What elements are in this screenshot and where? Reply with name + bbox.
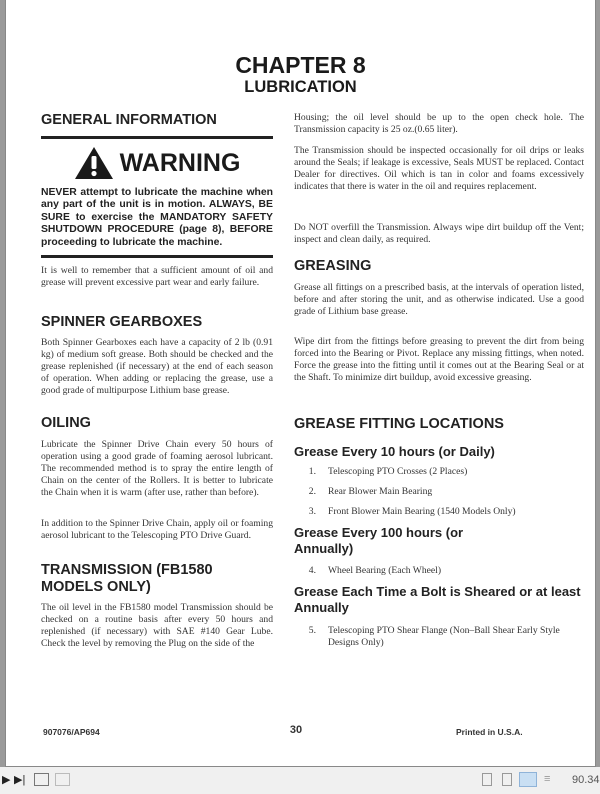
two-page-view-icon[interactable]	[519, 772, 537, 787]
transmission-paragraph-3: Do NOT overfill the Transmission. Always wipe dirt buildup off the Vent; inspect and clean daily, as required.	[294, 222, 584, 245]
next-page-icon[interactable]: ▶	[2, 774, 11, 786]
extract-page-icon[interactable]	[34, 773, 49, 786]
last-page-icon[interactable]: ▶|	[14, 774, 26, 786]
greasing-paragraph-1: Grease all fittings on a prescribed basis, at the intervals of operation listed, before and after storing the unit, and as otherwise indicated. Use a good grade of Lithium base grease.	[294, 282, 584, 317]
single-page-view-icon[interactable]	[482, 773, 492, 786]
list-item: 2. Rear Blower Main Bearing	[308, 486, 433, 497]
copy-page-icon[interactable]	[55, 773, 70, 786]
group-heading-bolt-sheared: Grease Each Time a Bolt is Sheared or at least Annually	[294, 584, 581, 615]
warning-banner	[41, 143, 273, 183]
viewer-toolbar	[0, 767, 600, 794]
section-heading-oiling: OILING	[41, 415, 91, 431]
section-heading-transmission: TRANSMISSION (FB1580 MODELS ONLY)	[41, 562, 213, 595]
list-item: 4. Wheel Bearing (Each Wheel)	[308, 565, 442, 576]
greasing-paragraph-2: Wipe dirt from the fittings before greasing to prevent the dirt from being forced into the Bearing or Pivot. Replace any missing fittings, when noted. Force the grease into the fitting until it comes out at the Bearing Seal or at the Shaft. To minimize dirt buildup, avoid excessive greasing.	[294, 336, 584, 383]
group-heading-10-hours: Grease Every 10 hours (or Daily)	[294, 444, 495, 459]
divider	[41, 255, 273, 258]
group-heading-100-hours: Grease Every 100 hours (or Annually)	[294, 525, 464, 556]
page-number: 30	[289, 724, 303, 736]
continuous-view-icon[interactable]	[502, 773, 512, 786]
warning-text: NEVER attempt to lubricate the machine when any part of the unit is in motion. ALWAYS, BE SURE to exercise the MANDATORY SAFETY SHUTDOWN PROCEDURE (page 8), BEFORE proceeding to lubricate the machine.	[41, 187, 273, 248]
document-page	[5, 0, 596, 767]
warning-label: WARNING	[119, 148, 241, 177]
section-heading-general: GENERAL INFORMATION	[41, 112, 217, 128]
transmission-paragraph-2: The Transmission should be inspected occasionally for oil drips or leaks around the Seals; if leakage is excessive, Seals MUST be replaced. Contact Dealer for directives. Oil which is tan in color and foams excessively indicates that there is water in the oil and requires replacement.	[294, 145, 584, 192]
doc-number: 907076/AP694	[43, 727, 100, 737]
chapter-title: LUBRICATION	[244, 78, 357, 96]
general-paragraph: It is well to remember that a sufficient amount of oil and grease will prevent excessive part wear and early failure.	[41, 265, 273, 288]
spinner-paragraph: Both Spinner Gearboxes each have a capacity of 2 lb (0.91 kg) of medium soft grease. Both should be checked and the grease replenished (if necessary) at the end of each season of operation. When adding or replacing the grease, use a good grade of multipurpose Lithium base grease.	[41, 337, 273, 396]
transmission-paragraph: The oil level in the FB1580 model Transmission should be checked on a routine basis after every 50 hours and replenished (if necessary) with SAE #140 Gear Lube. Check the level by removing the Plug on the side of the	[41, 602, 273, 649]
list-item: 1. Telescoping PTO Crosses (2 Places)	[308, 466, 468, 477]
transmission-paragraph-1: Housing; the oil level should be up to the open check hole. The Transmission capacity is 25 oz.(0.65 liter).	[294, 112, 584, 135]
list-item: 5. Telescoping PTO Shear Flange (Non–Ball Shear Early Style Designs Only)	[308, 625, 560, 648]
printed-note: Printed in U.S.A.	[456, 727, 523, 737]
section-heading-spinner: SPINNER GEARBOXES	[41, 314, 203, 330]
continuous-two-page-icon[interactable]: ≡	[544, 773, 551, 785]
zoom-level[interactable]: 90.34	[572, 774, 600, 786]
section-heading-greasing: GREASING	[294, 258, 372, 274]
section-heading-locations: GREASE FITTING LOCATIONS	[294, 416, 504, 432]
warning-triangle-icon	[74, 146, 114, 180]
chapter-number: CHAPTER 8	[235, 52, 366, 78]
divider	[41, 136, 273, 139]
oiling-paragraph-1: Lubricate the Spinner Drive Chain every 50 hours of operation using a good grade of foaming aerosol lubricant. The recommended method is to spray the entire length of Chain on the center of the Rollers. It is better to lubricate the Chain when it is warm (after use, rather than before).	[41, 439, 273, 498]
oiling-paragraph-2: In addition to the Spinner Drive Chain, apply oil or foaming aerosol lubricant to the Telescoping PTO Drive Guard.	[41, 518, 273, 541]
list-item: 3. Front Blower Main Bearing (1540 Models Only)	[308, 506, 516, 517]
